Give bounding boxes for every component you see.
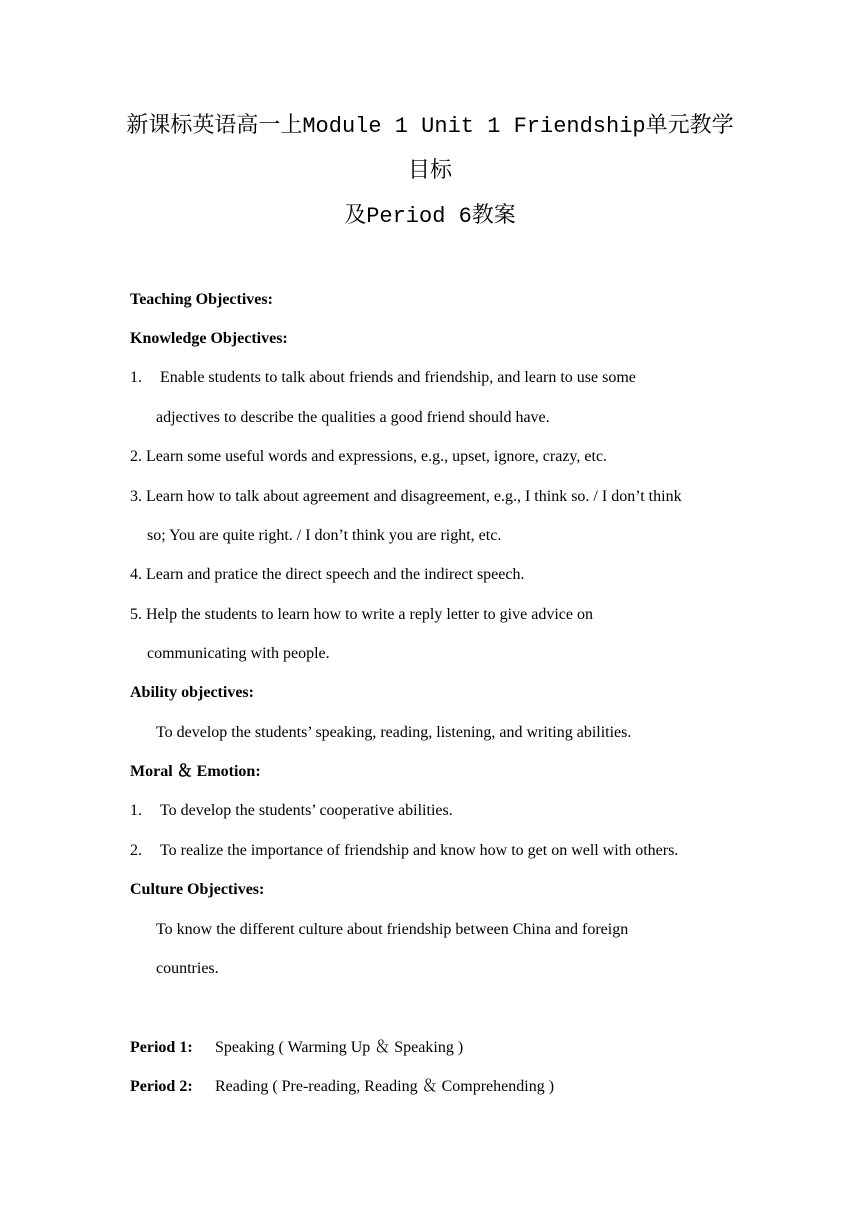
period-1-line: [130, 1038, 463, 1058]
knowledge-objectives-heading: Knowledge Objectives:: [130, 330, 288, 347]
knowledge-item-4: 4. Learn and pratice the direct speech and the indirect speech.: [130, 566, 525, 583]
list-item-text: To develop the students’ cooperative abilities.: [160, 802, 453, 819]
ability-objectives-heading: Ability objectives:: [130, 684, 254, 701]
document-title-line-2: 目标: [407, 159, 452, 184]
knowledge-item-1: [130, 368, 636, 388]
list-number: 2.: [130, 842, 142, 859]
knowledge-item-3: 3. Learn how to talk about agreement and disagreement, e.g., I think so. / I don’t think: [130, 488, 682, 505]
teaching-objectives-heading: Teaching Objectives:: [130, 291, 273, 308]
moral-item-1: [130, 801, 453, 821]
knowledge-item-2: 2. Learn some useful words and expressions, e.g., upset, ignore, crazy, etc.: [130, 448, 608, 465]
document-title-line-3: 及Period 6教案: [344, 204, 516, 229]
knowledge-item-3-continued: so; You are quite right. / I don’t think you are right, etc.: [147, 527, 502, 544]
period-description: Reading ( Pre-reading, Reading ＆ Comprehending ): [215, 1078, 555, 1095]
period-2-line: [130, 1077, 554, 1097]
period-label: Period 2:: [130, 1078, 193, 1095]
knowledge-item-5-continued: communicating with people.: [147, 645, 330, 662]
knowledge-item-5: 5. Help the students to learn how to write a reply letter to give advice on: [130, 606, 593, 623]
culture-objectives-text-continued: countries.: [156, 960, 219, 977]
ability-objectives-text: To develop the students’ speaking, reading, listening, and writing abilities.: [156, 724, 632, 741]
period-description: Speaking ( Warming Up ＆ Speaking ): [215, 1039, 464, 1056]
list-number: 1.: [130, 802, 142, 819]
list-item-text: Enable students to talk about friends and friendship, and learn to use some: [160, 369, 636, 386]
culture-objectives-heading: Culture Objectives:: [130, 881, 265, 898]
culture-objectives-text: To know the different culture about friendship between China and foreign: [156, 921, 629, 938]
list-number: 1.: [130, 369, 142, 386]
moral-item-2: [130, 841, 678, 861]
document-title-line-1: 新课标英语高一上Module 1 Unit 1 Friendship单元教学: [126, 114, 734, 139]
list-item-text: To realize the importance of friendship and know how to get on well with others.: [160, 842, 679, 859]
knowledge-item-1-continued: adjectives to describe the qualities a good friend should have.: [156, 409, 550, 426]
moral-emotion-heading: Moral ＆ Emotion:: [130, 763, 261, 780]
period-label: Period 1:: [130, 1039, 193, 1056]
